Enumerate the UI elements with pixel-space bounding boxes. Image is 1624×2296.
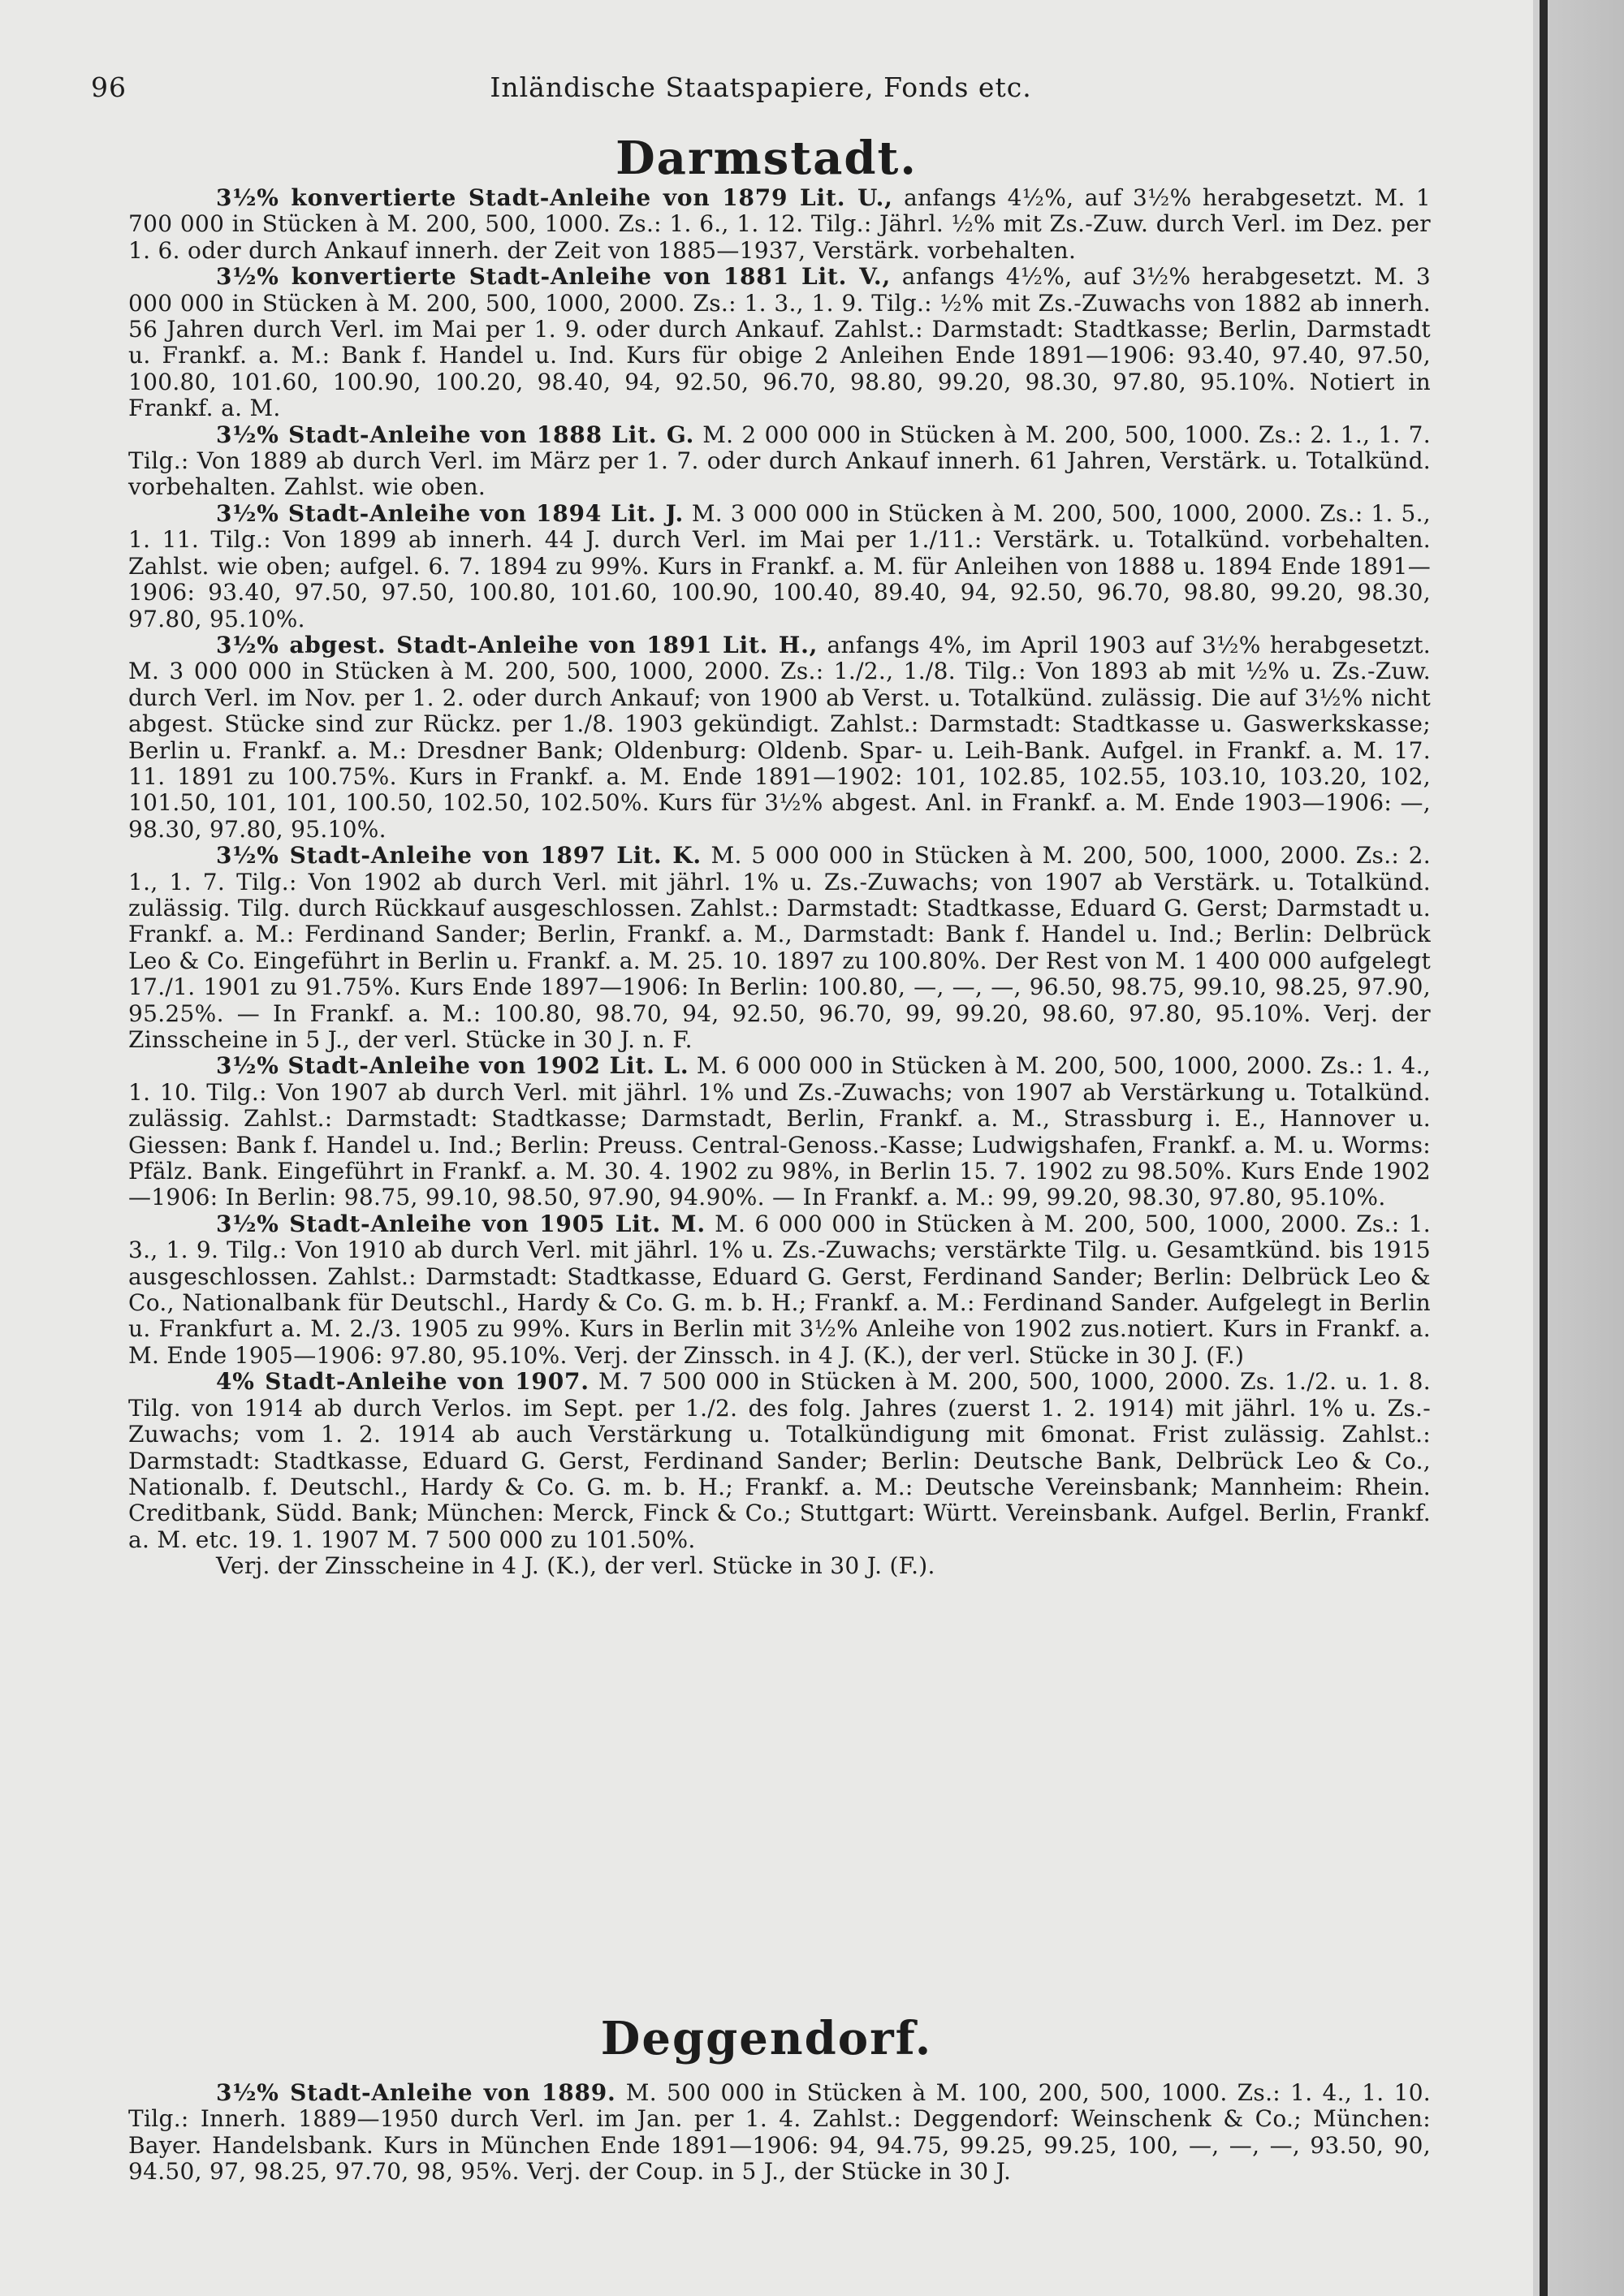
entry-text: M. 6 000 000 in Stücken à M. 200, 500, 1000, 2000. Zs.: 1. 4., 1. 10. Tilg.: Von 1907 ab durch Verl. mit jährl. 1% und Zs.-Zuwachs; von 1907 ab Verstärkung u. Totalkünd. zulässig. Zahlst.: Darmstadt: Stadtkasse; Darmstadt, Berlin, Frankf. a. M., Strassburg i. E., Hannover u. Giessen: Bank f. Handel u. Ind.; Berlin: Preuss. Central-Genoss.-Kasse; Ludwigshafen, Frankf. a. M. u. Worms: Pfälz. Bank. Eingeführt in Frankf. a. M. 30. 4. 1902 zu 98%, in Berlin 15. 7. 1902 zu 98.50%. Kurs Ende 1902—1906: In Berlin: 98.75, 99.10, 98.50, 97.90, 94.90%. — In Frankf. a. M.: 99, 99.20, 98.30, 97.80, 95.10%. xyxy=(128,1052,1431,1211)
entry-heading: 4% Stadt-Anleihe von 1907. xyxy=(216,1368,590,1396)
entry-text: M. 500 000 in Stücken à M. 100, 200, 500, 1000. Zs.: 1. 4., 1. 10. Tilg.: Innerh. 1889—1950 durch Verl. im Jan. per 1. 4. Zahlst.: Deggendorf: Weinschenk & Co.; München: Bayer. Handelsbank. Kurs in München Ende 1891—1906: 94, 94.75, 99.25, 99.25, 100, —, —, —, 93.50, 90, 94.50, 97, 98.25, 97.70, 98, 95%. Verj. der Coup. in 5 J., der Stücke in 30 J. xyxy=(128,2079,1432,2186)
entry-heading: 3½% Stadt-Anleihe von 1902 Lit. L. xyxy=(216,1052,689,1080)
entry-1881-lit-v xyxy=(128,264,1431,421)
entry-text: anfangs 4½%, auf 3½% herabgesetzt. M. 3 000 000 in Stücken à M. 200, 500, 1000, 2000. Zs.: 1. 3., 1. 9. Tilg.: ½% mit Zs.-Zuwachs von 1882 ab innerh. 56 Jahren durch Verl. im Mai per 1. 9. oder durch Ankauf. Zahlst.: Darmstadt: Stadtkasse; Berlin, Darmstadt u. Frankf. a. M.: Bank f. Handel u. Ind. Kurs für obige 2 Anleihen Ende 1891—1906: 93.40, 97.40, 97.50, 100.80, 101.60, 100.90, 100.20, 98.40, 94, 92.50, 96.70, 98.80, 99.20, 98.30, 97.80, 95.10%. Notiert in Frankf. a. M. xyxy=(128,263,1432,422)
entry-1891-lit-h xyxy=(128,632,1431,843)
entry-deggendorf-1889 xyxy=(128,2080,1431,2186)
entry-heading: 3½% Stadt-Anleihe von 1888 Lit. G. xyxy=(216,421,695,448)
entry-1907 xyxy=(128,1369,1431,1553)
entry-text: M. 6 000 000 in Stücken à M. 200, 500, 1000, 2000. Zs.: 1. 3., 1. 9. Tilg.: Von 1910 ab durch Verl. mit jährl. 1% u. Zs.-Zuwachs; verstärkte Tilg. u. Gesamtkünd. bis 1915 ausgeschlossen. Zahlst.: Darmstadt: Stadtkasse, Eduard G. Gerst, Ferdinand Sander; Berlin: Delbrück Leo & Co., Nationalbank für Deutschl., Hardy & Co. G. m. b. H.; Frankf. a. M.: Ferdinand Sander. Aufgelegt in Berlin u. Frankfurt a. M. 2./3. 1905 zu 99%. Kurs in Berlin mit 3½% Anleihe von 1902 zus.notiert. Kurs in Frankf. a. M. Ende 1905—1906: 97.80, 95.10%. Verj. der Zinssch. in 4 J. (K.), der verl. Stücke in 30 J. (F.) xyxy=(128,1210,1431,1369)
entry-1879-lit-u xyxy=(128,185,1431,264)
page-number: 96 xyxy=(91,71,127,103)
entry-1888-lit-g xyxy=(128,422,1431,501)
entry-text: anfangs 4%, im April 1903 auf 3½% herabgesetzt. M. 3 000 000 in Stücken à M. 200, 500, 1000, 2000. Zs.: 1./2., 1./8. Tilg.: Von 1893 ab mit ½% u. Zs.-Zuw. durch Verl. im Nov. per 1. 2. oder durch Ankauf; von 1900 ab Verst. u. Totalkünd. zulässig. Die auf 3½% nicht abgest. Stücke sind zur Rückz. per 1./8. 1903 gekündigt. Zahlst.: Darmstadt: Stadtkasse u. Gaswerkskasse; Berlin u. Frankf. a. M.: Dresdner Bank; Oldenburg: Oldenb. Spar- u. Leih-Bank. Aufgel. in Frankf. a. M. 17. 11. 1891 zu 100.75%. Kurs in Frankf. a. M. Ende 1891—1902: 101, 102.85, 102.55, 103.10, 103.20, 102, 101.50, 101, 101, 100.50, 102.50, 102.50%. Kurs für 3½% abgest. Anl. in Frankf. a. M. Ende 1903—1906: —, 98.30, 97.80, 95.10%. xyxy=(128,631,1431,843)
entry-text: M. 2 000 000 in Stücken à M. 200, 500, 1000. Zs.: 2. 1., 1. 7. Tilg.: Von 1889 ab durch Verl. im März per 1. 7. oder durch Ankauf innerh. 61 Jahren, Verstärk. u. Totalkünd. vorbehalten. Zahlst. wie oben. xyxy=(128,421,1431,501)
entry-1897-lit-k xyxy=(128,843,1431,1053)
section-title-deggendorf: Deggendorf. xyxy=(600,2012,933,2065)
entry-heading: 3½% Stadt-Anleihe von 1897 Lit. K. xyxy=(216,842,702,870)
running-title: Inländische Staatspapiere, Fonds etc. xyxy=(490,71,1032,103)
entry-text: M. 7 500 000 in Stücken à M. 200, 500, 1000, 2000. Zs. 1./2. u. 1. 8. Tilg. von 1914 ab durch Verlos. im Sept. per 1./2. des folg. Jahres (zuerst 1. 2. 1914) mit jährl. 1% u. Zs.-Zuwachs; vom 1. 2. 1914 ab auch Verstärkung u. Totalkündigung mit 6monat. Frist zulässig. Zahlst.: Darmstadt: Stadtkasse, Eduard G. Gerst, Ferdinand Sander; Berlin: Deutsche Bank, Delbrück Leo & Co., Nationalb. f. Deutschl., Hardy & Co. G. m. b. H.; Frankf. a. M.: Deutsche Vereinsbank; Mannheim: Rhein. Creditbank, Südd. Bank; München: Merck, Finck & Co.; Stuttgart: Württ. Vereinsbank. Aufgel. Berlin, Frankf. a. M. etc. 19. 1. 1907 M. 7 500 000 zu 101.50%. xyxy=(128,1368,1431,1553)
entry-1902-lit-l xyxy=(128,1053,1431,1211)
entry-heading: 3½% Stadt-Anleihe von 1905 Lit. M. xyxy=(216,1210,706,1237)
page-header xyxy=(91,71,1431,110)
entry-text: M. 3 000 000 in Stücken à M. 200, 500, 1000, 2000. Zs.: 1. 5., 1. 11. Tilg.: Von 1899 ab innerh. 44 J. durch Verl. im Mai per 1./11.: Verstärk. u. Totalkünd. vorbehalten. Zahlst. wie oben; aufgel. 6. 7. 1894 zu 99%. Kurs in Frankf. a. M. für Anleihen von 1888 u. 1894 Ende 1891—1906: 93.40, 97.50, 97.50, 100.80, 101.60, 100.90, 100.40, 89.40, 94, 92.50, 96.70, 98.80, 99.20, 98.30, 97.80, 95.10%. xyxy=(128,499,1431,632)
entry-heading: 3½% Stadt-Anleihe von 1889. xyxy=(216,2079,616,2106)
entry-text: Verj. der Zinsscheine in 4 J. (K.), der verl. Stücke in 30 J. (F.). xyxy=(216,1552,935,1580)
entry-heading: 3½% abgest. Stadt-Anleihe von 1891 Lit. H., xyxy=(216,631,818,658)
entry-heading: 3½% konvertierte Stadt-Anleihe von 1879 Lit. U., xyxy=(216,184,893,211)
page-edge-shadow xyxy=(1533,0,1624,2296)
entry-text: M. 5 000 000 in Stücken à M. 200, 500, 1000, 2000. Zs.: 2. 1., 1. 7. Tilg.: Von 1902 ab durch Verl. mit jährl. 1% u. Zs.-Zuwachs; von 1907 ab Verstärk. u. Totalkünd. zulässig. Tilg. durch Rückkauf ausgeschlossen. Zahlst.: Darmstadt: Stadtkasse, Eduard G. Gerst; Darmstadt u. Frankf. a. M.: Ferdinand Sander; Berlin, Frankf. a. M., Darmstadt: Bank f. Handel u. Ind.; Berlin: Delbrück Leo & Co. Eingeführt in Berlin u. Frankf. a. M. 25. 10. 1897 zu 100.80%. Der Rest von M. 1 400 000 aufgelegt 17./1. 1901 zu 91.75%. Kurs Ende 1897—1906: In Berlin: 100.80, —, —, —, 96.50, 98.75, 99.10, 98.25, 97.90, 95.25%. — In Frankf. a. M.: 100.80, 98.70, 94, 92.50, 96.70, 99, 99.20, 98.60, 97.80, 95.10%. Verj. der Zinsscheine in 5 J., der verl. Stücke in 30 J. n. F. xyxy=(128,842,1431,1053)
section-deggendorf xyxy=(128,2080,1431,2186)
entry-heading: 3½% Stadt-Anleihe von 1894 Lit. J. xyxy=(216,499,685,527)
section-title-darmstadt: Darmstadt. xyxy=(615,132,918,185)
entry-text: anfangs 4½%, auf 3½% herabgesetzt. M. 1 700 000 in Stücken à M. 200, 500, 1000. Zs.: 1. 6., 1. 12. Tilg.: Jährl. ½% mit Zs.-Zuw. durch Verl. im Dez. per 1. 6. oder durch Ankauf innerh. der Zeit von 1885—1937, Verstärk. vorbehalten. xyxy=(128,184,1432,264)
entry-heading: 3½% konvertierte Stadt-Anleihe von 1881 Lit. V., xyxy=(216,263,892,291)
section-darmstadt xyxy=(128,185,1431,1580)
entry-1894-lit-j xyxy=(128,501,1431,632)
entry-1907-note xyxy=(128,1553,1431,1579)
entry-1905-lit-m xyxy=(128,1211,1431,1369)
